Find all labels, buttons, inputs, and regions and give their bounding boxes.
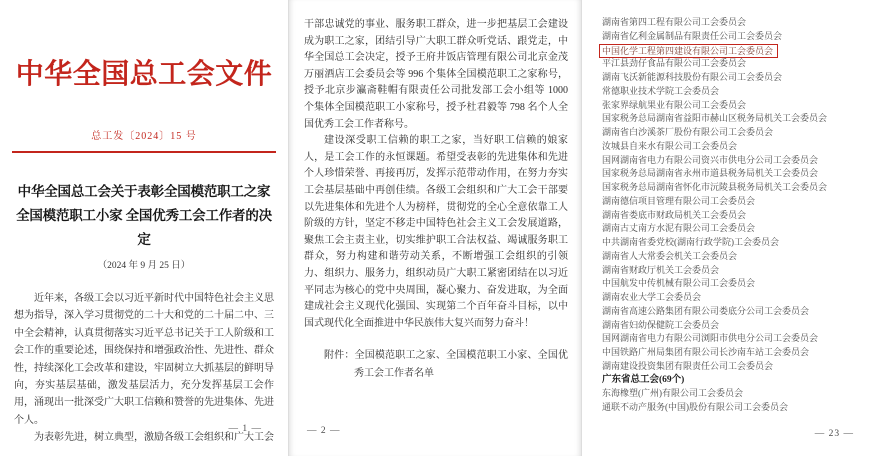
list-item-label: 中国航发中传机械有限公司工会委员会 <box>602 278 756 289</box>
list-item <box>602 305 862 319</box>
list-item <box>602 154 862 168</box>
list-item-label: 中国铁路广州局集团有限公司长沙南车站工会委员会 <box>602 347 810 357</box>
list-item-label: 湖南省娄底市财政局机关工会委员会 <box>602 209 747 220</box>
union-name-list <box>602 16 862 415</box>
list-item <box>602 85 862 99</box>
list-item-label: 国家税务总局湖南省益阳市赫山区税务局机关工会委员会 <box>602 113 828 124</box>
list-item-label: 东海橡塑(广州)有限公司工会委员会 <box>602 388 743 399</box>
list-item <box>602 209 862 223</box>
list-item-label: 通联不动产服务(中国)股份有限公司工会委员会 <box>602 402 788 412</box>
list-item-label: 平江县劲仔食品有限公司工会委员会 <box>602 58 747 69</box>
list-item-label: 张家界绿航果业有限公司工会委员会 <box>602 99 747 110</box>
list-item-label: 广东省总工会(69个) <box>602 374 685 385</box>
list-item <box>602 57 862 71</box>
page-2-body <box>304 17 568 332</box>
list-item-label: 湖南省第四工程有限公司工会委员会 <box>602 17 747 27</box>
list-item <box>602 291 862 305</box>
page-2 <box>288 0 582 456</box>
masthead-title: 中华全国总工会文件 <box>15 59 273 90</box>
list-item <box>602 401 862 415</box>
list-item-label: 湖南省白沙溪茶厂股份有限公司工会委员会 <box>602 127 774 137</box>
province-section-header <box>602 374 862 388</box>
list-item-label: 湖南省高速公路集团有限公司娄底分公司工会委员会 <box>602 305 810 316</box>
list-item-label: 常德职业技术学院工会委员会 <box>602 85 720 96</box>
decision-title-line-2: 全国模范职工小家 全国优秀工会工作者的决定 <box>16 208 272 247</box>
list-item-label: 国家税务总局湖南省怀化市沅陵县税务局机关工会委员会 <box>602 182 828 192</box>
attachment-note: 附件：全国模范职工之家、全国模范职工小家、全国优秀工会工作者名单 <box>324 350 568 380</box>
page-1 <box>0 0 288 456</box>
list-item <box>602 195 862 209</box>
red-divider <box>12 151 276 153</box>
list-item <box>602 387 862 401</box>
list-item <box>602 319 862 333</box>
list-item-label: 湖南古丈南方水泥有限公司工会委员会 <box>602 223 756 234</box>
list-item-label: 中国化学工程第四建设有限公司工会委员会 <box>599 44 778 58</box>
list-item <box>602 236 862 250</box>
list-item <box>602 222 862 236</box>
list-item-label: 湖南省妇幼保健院工会委员会 <box>602 319 720 330</box>
decision-date: （2024 年 9 月 25 日） <box>97 261 191 271</box>
list-item <box>602 360 862 374</box>
document-number: 总工发〔2024〕15 号 <box>91 131 197 142</box>
list-item-label: 湖南飞沃新能源科技股份有限公司工会委员会 <box>602 72 783 82</box>
list-item-label: 湖南德信项目管理有限公司工会委员会 <box>602 195 756 206</box>
list-item-label: 湖南省人大常委会机关工会委员会 <box>602 250 738 261</box>
paragraph: 建设深受职工信赖的职工之家，当好职工信赖的娘家人，是工会工作的永恒课题。希望受表彰的先进集体和先进个人珍惜荣誉、再接再厉，发挥示范带动作用，在努力夯实工会基层基础中再创佳绩。各级工会组织和广大工会干部要以先进集体和先进个人为榜样，贯彻党的全心全意依靠工人阶级的方针，坚定不移走中国特色社会主义工会发展道路，聚焦工会主责主业，切实维护职工合法权益、竭诚服务职工群众，努力构建和谐劳动关系，不断增强工会组织的引领力、组织力、服务力，组织动员广大职工紧密团结在以习近平同志为核心的党中央周围，凝心聚力、奋发进取，为全面建成社会主义现代化强国、实现第二个百年奋斗目标，以中国式现代化全面推进中华民族伟大复兴而努力奋斗！ <box>304 135 568 329</box>
list-item <box>602 167 862 181</box>
list-item-label: 湖南农业大学工会委员会 <box>602 292 702 302</box>
page-number: — 23 — <box>814 429 854 439</box>
page-number: — 2 — <box>307 426 341 436</box>
paragraph: 为表彰先进，树立典型，激励各级工会组织和广大工会 <box>34 432 274 444</box>
list-item-label: 汝城县自来水有限公司工会委员会 <box>602 140 738 151</box>
decision-title-line-1: 中华全国总工会关于表彰全国模范职工之家 <box>17 184 271 199</box>
list-item-label: 湖南省亿利金属制品有限责任公司工会委员会 <box>602 30 783 41</box>
list-item <box>602 332 862 346</box>
list-item-label: 国家税务总局湖南省永州市道县税务局机关工会委员会 <box>602 168 819 179</box>
list-item <box>602 112 862 126</box>
list-item <box>602 277 862 291</box>
paragraph: 干部忠诚党的事业、服务职工群众，进一步把基层工会建设成为职工之家，团结引导广大职工群众听党话、跟党走，中华全国总工会决定，授予王府井饭店管理有限公司北京金茂万丽酒店工会委员会等 996 个集体全国模范职工之家称号，授予北京步瀛斋鞋帽有限责任公司批发部工会小组等 1000 个集体全国模范职工小家称号，授予杜君毅等 798 名个人全国优秀工会工作者称号。 <box>304 19 568 130</box>
list-item <box>602 346 862 360</box>
list-item <box>602 16 862 30</box>
list-item <box>602 71 862 85</box>
list-item <box>602 181 862 195</box>
list-item <box>602 99 862 113</box>
list-item-label: 国网湖南省电力有限公司资兴市供电分公司工会委员会 <box>602 154 819 165</box>
list-item-label: 湖南建设投资集团有限责任公司工会委员会 <box>602 360 774 371</box>
decision-title <box>10 180 278 252</box>
list-item <box>602 140 862 154</box>
list-item-label: 国网湖南省电力有限公司浏阳市供电分公司工会委员会 <box>602 333 819 344</box>
list-item <box>602 30 862 44</box>
list-item <box>602 264 862 278</box>
list-item <box>602 250 862 264</box>
list-item-label: 湖南省财政厅机关工会委员会 <box>602 264 720 275</box>
list-item-label: 中共湖南省委党校(湖南行政学院)工会委员会 <box>602 237 779 247</box>
page-number: — 1 — <box>228 424 262 434</box>
highlighted-list-item <box>602 44 862 58</box>
list-item <box>602 126 862 140</box>
paragraph: 近年来，各级工会以习近平新时代中国特色社会主义思想为指导，深入学习贯彻党的二十大和党的二十届二中、三中全会精神，认真贯彻落实习近平总书记关于工人阶级和工会工作的重要论述，围绕保持和增强政治性、先进性、群众性，持续深化工会改革和建设，牢固树立大抓基层的鲜明导向，夯实基层基础，激发基层活力，充分发挥基层工会作用，涌现出一批深受广大职工信赖和赞誉的先进集体、先进个人。 <box>14 293 274 426</box>
page-3 <box>582 0 872 456</box>
